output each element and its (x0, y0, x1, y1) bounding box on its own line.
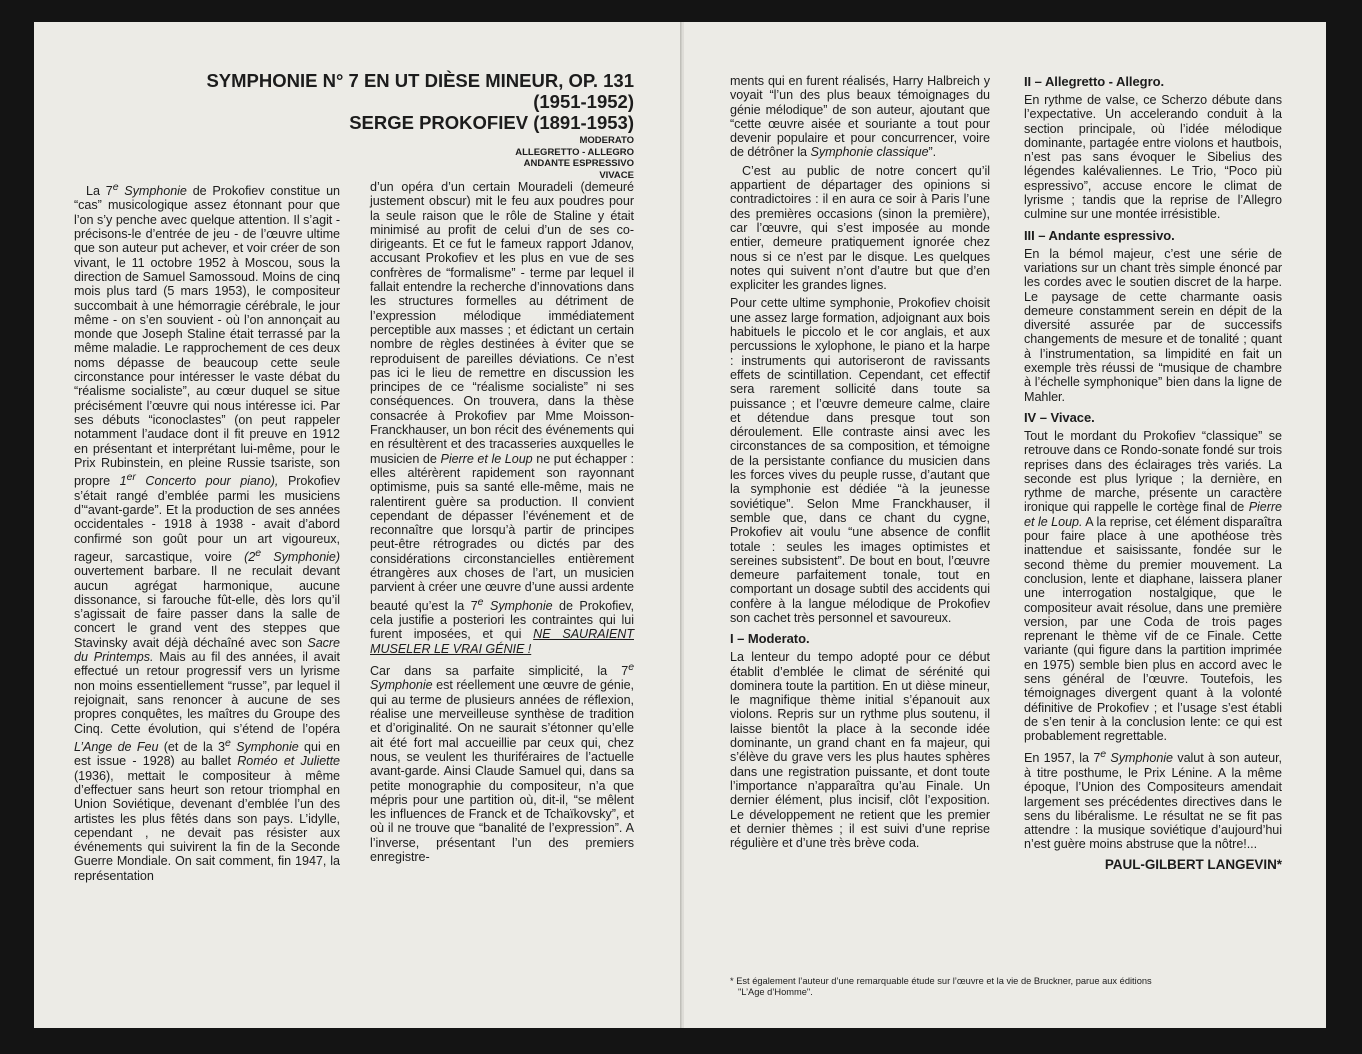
paragraph: Pour cette ultime symphonie, Prokofiev choisit une assez large formation, adjoignant aux bois habituels le piccolo et le cor anglais, et aux percussions le xylophone, le piano et la harpe : instruments qui autoriseront de ravissants effets de scintillation. Cependant, cet effectif sera rarement sollicité dans toute sa puissance ; et l’œuvre demeure calme, claire et détendue dans presque tout son déroulement. Elle contraste ainsi avec les circonstances de sa composition, et témoigne de la persistante confiance du musicien dans les forces vives du peuple russe, d’autant que la symphonie est dédiée “à la jeunesse soviétique”. Selon Mme Franckhauser, il semble que, dans ce chant du cygne, Prokofiev ait voulu “une absence de conflit totale : seules les images optimistes et sereines subsistent”. De bout en bout, l’œuvre demeure parfaitement tonale, tout en comportant un dosage subtil des accidents qui confère à la langue mélodique de Prokofiev son cachet très personnel et savoureux. (730, 296, 990, 625)
paragraph: La 7e Symphonie de Prokofiev constitue un “cas” musicologique assez étonnant pour que l’on s’y penche avec quelque attention. Il s’agit - précisons-le d’entrée de jeu - de l’œuvre ultime que son auteur put achever, et voir créer de son vivant, le 11 octobre 1952 à Moscou, sous la direction de Samuel Samossoud. Moins de cinq mois plus tard (5 mars 1953), le compositeur succombait à une hémorragie cérébrale, le jour même - on s’en souvient - où l’on annonçait au monde que Joseph Staline était terrassé par la même maladie. Le rapprochement de ces deux noms dépasse de beaucoup cette seule circonstance pour intéresser le vaste débat du “réalisme socialiste”, au cœur duquel se situe précisément l’œuvre qui nous intéresse ici. Par ses débuts “iconoclastes” (on peut rappeler notamment l’audace dont il fit preuve en 1912 en présentant et interprétant lui-même, pour le Prix Rubinstein, en pleine Russie tsariste, son propre 1er Concerto pour piano), Prokofiev s’était rangé d’emblée parmi les musiciens d’“avant-garde”. Et la production de ses années occidentales - 1918 à 1938 - avait d’abord confirmé son goût pour un art vigoureux, rageur, sarcastique, voire (2e Symphonie) ouvertement barbare. Il ne reculait devant aucun agrégat harmonique, aucune dissonance, si farouche fût-elle, dès lors qu’il s’agissait de faire passer dans la salle de concert le grand vent des steppes que Stavinsky avait déjà déchaîné avec son Sacre du Printemps. Mais au fil des années, il avait effectué un retour progressif vers un lyrisme non moins essentiellement “russe”, par lequel il rejoignait, sans renoncer à aucune de ses propres conquêtes, les maîtres du Groupe des Cinq. Cette évolution, qui s’étend de l’opéra L’Ange de Feu (et de la 3e Symphonie qui en est issue - 1928) au ballet Roméo et Juliette (1936), mettait le compositeur à même d’effectuer sans heurt son retour triomphal en Union Soviétique, devenant d’emblée l’un des artistes les plus fêtés dans son pays. L’idylle, cependant , ne devait pas résister aux événements qui suivirent la fin de la Seconde Guerre Mondiale. On sait comment, fin 1947, la représentation (74, 181, 341, 883)
title-dates: (1951-1952) (533, 91, 634, 112)
author-signature: PAUL-GILBERT LANGEVIN* (1104, 856, 1282, 872)
composer-line: SERGE PROKOFIEV (1891-1953) (349, 112, 634, 133)
text-column-2 (370, 180, 634, 868)
movement-list (174, 135, 634, 181)
paragraph: Tout le mordant du Prokofiev “classique” se retrouve dans ce Rondo-sonate fondé sur trois reprises dans des éclairages très variés. La seconde est plus lyrique ; la dernière, en rythme de marche, présente un caractère ironique qui rappelle le cortège final de Pierre et le Loup. A la reprise, cet élément disparaîtra pour faire place à une apothéose très inattendue et saisissante, fondée sur le second thème du premier mouvement. La conclusion, lente et diaphane, laissera planer une interrogation nostalgique, que le compositeur avait résolue, dans une première version, par une Coda de trois pages reprenant le thème vif de ce Finale. Cette variante (qui figure dans la partition imprimée en 1975) semble bien plus en accord avec le sens général de l’œuvre. Toutefois, les témoignages divergent quant à la volonté définitive de Prokofiev ; et l’usage s’est établi de s’en tenir à la conclusion lente: ce qui est probablement regrettable. (1024, 428, 1282, 744)
paragraph: La lenteur du tempo adopté pour ce début établit d’emblée le climat de sérénité qui dominera toute la partition. En ut dièse mineur, le magnifique thème initial s’épanouit aux violons. Repris sur un rythme plus soutenu, il laisse bientôt la place à la seconde idée dominante, un grand chant en fa majeur, qui s’élève du grave vers les plus hautes sphères dans une registration puissante, et dont toute l’importance n’apparaîtra qu’au Finale. Un dernier élément, plus incisif, clôt l’exposition. Le développement ne retient que les premier et dernier thèmes ; il est suivi d’une reprise régulière et d’une très brève coda. (730, 650, 990, 851)
section-heading: I – Moderato. (730, 631, 810, 647)
footnote (730, 976, 1280, 998)
movement-item: ANDANTE ESPRESSIVO (523, 158, 634, 169)
header-block (174, 70, 634, 181)
movement-item: MODERATO (579, 135, 634, 146)
movement-item: ALLEGRETTO - ALLEGRO (515, 146, 634, 158)
text-column-3 (730, 74, 990, 854)
footnote-line: "L’Age d’Homme". (738, 987, 813, 997)
paragraph: En la bémol majeur, c’est une série de variations sur un chant très simple énoncé par les cordes avec le soutien discret de la harpe. Le paysage de cette charmante oasis demeure constamment serein en dépit de la diversité assurée par de successifs changements de mesure et de tonalité ; quant à l’instrumentation, sa limpidité en fait un exemple très réussi de “musique de chambre à l’échelle symphonique” bien dans la ligne de Mahler. (1024, 246, 1282, 404)
section-heading: II – Allegretto - Allegro. (1024, 74, 1165, 89)
paragraph: Car dans sa parfaite simplicité, la 7e Symphonie est réellement une œuvre de génie, qui au terme de plusieurs années de réflexion, réalise une merveilleuse synthèse de tradition et d’originalité. On ne saurait s’étonner qu’elle ait été fort mal accueillie par ceux qui, chez nous, se veulent les thuriféraires de l’actuelle avant-garde. Ainsi Claude Samuel qui, dans sa petite monographie du compositeur, n’a que mépris pour une partition où, dit-il, “se mêlent les influences de Franck et de Tchaïkovsky”, et où il ne trouve que “banalité de l’expression”. A l’inverse, présentant l’un des premiers enregistre- (370, 660, 634, 865)
text-column-1 (74, 180, 340, 887)
paragraph: En 1957, la 7e Symphonie valut à son auteur, à titre posthume, le Prix Lénine. A la même époque, l’Union des Compositeurs amendait largement ses précédentes directives dans le sens du libéralisme. Le résultat ne se fit pas attendre : la musique soviétique d’aujourd’hui n’est guère moins abstruse que la nôtre!... (1024, 748, 1282, 852)
title-line: SYMPHONIE N° 7 EN UT DIÈSE MINEUR, OP. 131 (206, 70, 634, 91)
paragraph: ments qui en furent réalisés, Harry Halbreich y voyait “l’un des plus beaux témoignages du génie mélodique” de son auteur, ajoutant que “cette œuvre aisée et souriante a tout pour devenir populaire et pour concurrencer, voire de détrôner la Symphonie classique”. (730, 74, 990, 160)
section-heading: III – Andante espressivo. (1024, 227, 1175, 243)
left-page (34, 22, 682, 1028)
right-page (684, 22, 1326, 1028)
paragraph: C’est au public de notre concert qu’il appartient de départager des opinions si contradictoires : il en aura ce soir à Paris l’une des premières occasions (sinon la première), car l’œuvre, qui s’est imposée au monde entier, demeure pratiquement ignorée chez nous si ce n’est par le disque. Les quelques notes qui suivent n’ont d’autre but que d’en expliciter les grandes lignes. (730, 163, 990, 293)
footnote-line: * Est également l’auteur d’une remarquable étude sur l’œuvre et la vie de Bruckner, parue aux éditions (730, 976, 1152, 986)
paragraph: En rythme de valse, ce Scherzo débute dans l’expectative. Un accelerando conduit à la section principale, où l’idée mélodique dominante, partagée entre violons et hautbois, n’est pas sans évoquer le Sibelius des légendes kalévaliennes. Le Trio, “Poco più espressivo”, accuse encore le climat de lyrisme ; tandis que la reprise de l’Allegro culmine sur une montée irrésistible. (1024, 93, 1282, 222)
paragraph: d’un opéra d’un certain Mouradeli (demeuré justement obscur) mit le feu aux poudres pour la seule raison que le rôle de Staline y était minimisé au profit de celui d’un de ses co-dirigeants. Et ce fut le fameux rapport Jdanov, accusant Prokofiev et les plus en vue de ses confrères de “formalisme” - terme par lequel il fallait entendre la recherche d’innovations dans les structures formelles au détriment de l’expression mélodique immédiatement perceptible aux masses ; et édictant un certain nombre de règles destinées à éviter que se reproduisent de pareilles déviations. Ce n’est pas ici le lieu de remettre en discussion les principes de ce “réalisme socialiste” ni ses conséquences. On trouvera, dans la thèse consacrée à Prokofiev par Mme Moisson-Franckhauser, un bon récit des événements qui en résultèrent et des tracasseries auxquelles le musicien de Pierre et le Loup ne put échapper : elles altérèrent rapidement son rayonnant optimisme, puis sa santé elle-même, mais ne ralentirent guère sa production. Il convient cependant de dépasser l’événement et de reconnaître que lorsqu’à partir de principes peut-être rétrogrades ou dictés par des considérations circonstancielles entièrement étrangères aux choses de l’art, un musicien parvient à créer une œuvre d’une aussi ardente beauté qu’est la 7e Symphonie de Prokofiev, cela justifie a posteriori les contraintes qui lui furent imposées, et qui NE SAURAIENT MUSELER LE VRAI GÉNIE ! (370, 180, 634, 656)
movement-item: VIVACE (599, 169, 634, 181)
section-heading: IV – Vivace. (1024, 409, 1095, 425)
text-column-4 (1024, 74, 1282, 872)
